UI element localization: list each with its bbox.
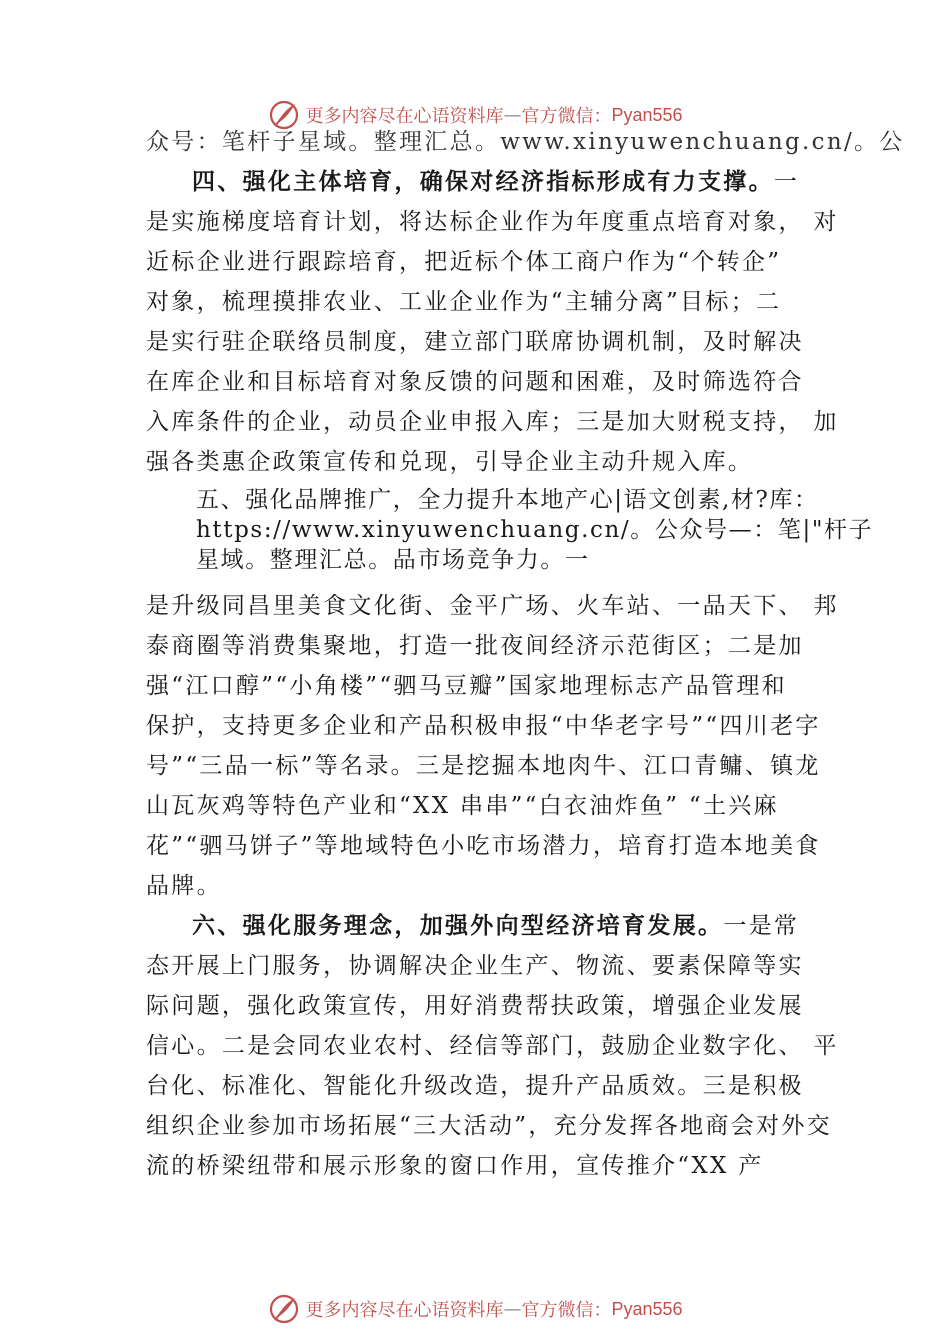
text-line: 是实行驻企联络员制度，建立部门联席协调机制，及时解决 bbox=[146, 329, 804, 355]
text-line-url: https://www.xinyuwenchuang.cn/。公众号—：笔|"杆子 bbox=[196, 517, 874, 543]
section-four-heading bbox=[192, 167, 799, 197]
text-line: 际问题，强化政策宣传，用好消费帮扶政策，增强企业发展 bbox=[146, 993, 804, 1019]
text-line: 对象，梳理摸排农业、工业企业作为“主辅分离”目标；二 bbox=[146, 289, 782, 315]
heading-bold: 四、强化主体培育，确保对经济指标形成有力支撑。 bbox=[192, 169, 774, 195]
watermark-banner-bottom bbox=[0, 1292, 950, 1326]
watermark-separator: — bbox=[503, 104, 522, 126]
text-line: 入库条件的企业，动员企业申报入库；三是加大财税支持， 加 bbox=[146, 409, 839, 435]
watermark-main-text: 更多内容尽在心语资料库 bbox=[305, 106, 504, 127]
watermark-wechat-id: Pyan556 bbox=[611, 1298, 683, 1319]
text-line: 众号：笔杆子星域。整理汇总。www.xinyuwenchuang.cn/。公 bbox=[146, 129, 905, 155]
feather-pen-logo-icon bbox=[267, 1292, 301, 1326]
text-line: 花”“驷马饼子”等地域特色小吃市场潜力，培育打造本地美食 bbox=[146, 833, 821, 859]
text-line: 组织企业参加市场拓展“三大活动”，充分发挥各地商会对外交 bbox=[146, 1113, 832, 1139]
text-line: 近标企业进行跟踪培育，把近标个体工商户作为“个转企” bbox=[146, 249, 782, 275]
section-five-heading: 五、强化品牌推广，全力提升本地产心|语文创素,材?库： bbox=[196, 487, 819, 513]
text-line: 台化、标准化、智能化升级改造，提升产品质效。三是积极 bbox=[146, 1073, 804, 1099]
text-line: 在库企业和目标培育对象反馈的问题和困难，及时筛选符合 bbox=[146, 369, 804, 395]
text-line: 信心。二是会同农业农村、经信等部门，鼓励企业数字化、 平 bbox=[146, 1033, 839, 1059]
text-line: 泰商圈等消费集聚地，打造一批夜间经济示范街区；二是加 bbox=[146, 633, 804, 659]
watermark-wechat-id: Pyan556 bbox=[611, 104, 683, 125]
text-line: 品牌。 bbox=[146, 873, 222, 899]
text-line: 强“江口醇”“小角楼”“驷马豆瓣”国家地理标志产品管理和 bbox=[146, 673, 787, 699]
text-line: 是实施梯度培育计划，将达标企业作为年度重点培育对象， 对 bbox=[146, 209, 839, 235]
text-line: 山瓦灰鸡等特色产业和“XX 串串”“白衣油炸鱼” “土兴麻 bbox=[146, 793, 779, 819]
heading-rest: 一是常 bbox=[723, 913, 800, 939]
watermark-separator: — bbox=[503, 1298, 522, 1320]
text-line: 是升级同昌里美食文化街、金平广场、火车站、一品天下、 邦 bbox=[146, 593, 839, 619]
section-six-heading bbox=[192, 911, 799, 941]
text-line: 号”“三品一标”等名录。三是挖掘本地肉牛、江口青鳙、镇龙 bbox=[146, 753, 821, 779]
text-line: 星域。整理汇总。品市场竞争力。一 bbox=[196, 547, 590, 573]
watermark-main-text: 更多内容尽在心语资料库 bbox=[305, 1300, 504, 1321]
text-line: 态开展上门服务，协调解决企业生产、物流、要素保障等实 bbox=[146, 953, 804, 979]
text-line: 保护，支持更多企业和产品积极申报“中华老字号”“四川老字 bbox=[146, 713, 821, 739]
watermark-official-label: 官方微信： bbox=[521, 1300, 612, 1321]
heading-rest: 一 bbox=[773, 169, 800, 195]
text-line: 流的桥梁纽带和展示形象的窗口作用，宣传推介“XX 产 bbox=[146, 1153, 764, 1179]
heading-bold: 六、强化服务理念，加强外向型经济培育发展。 bbox=[192, 913, 724, 939]
text-line: 强各类惠企政策宣传和兑现，引导企业主动升规入库。 bbox=[146, 449, 754, 475]
watermark-official-label: 官方微信： bbox=[521, 106, 612, 127]
